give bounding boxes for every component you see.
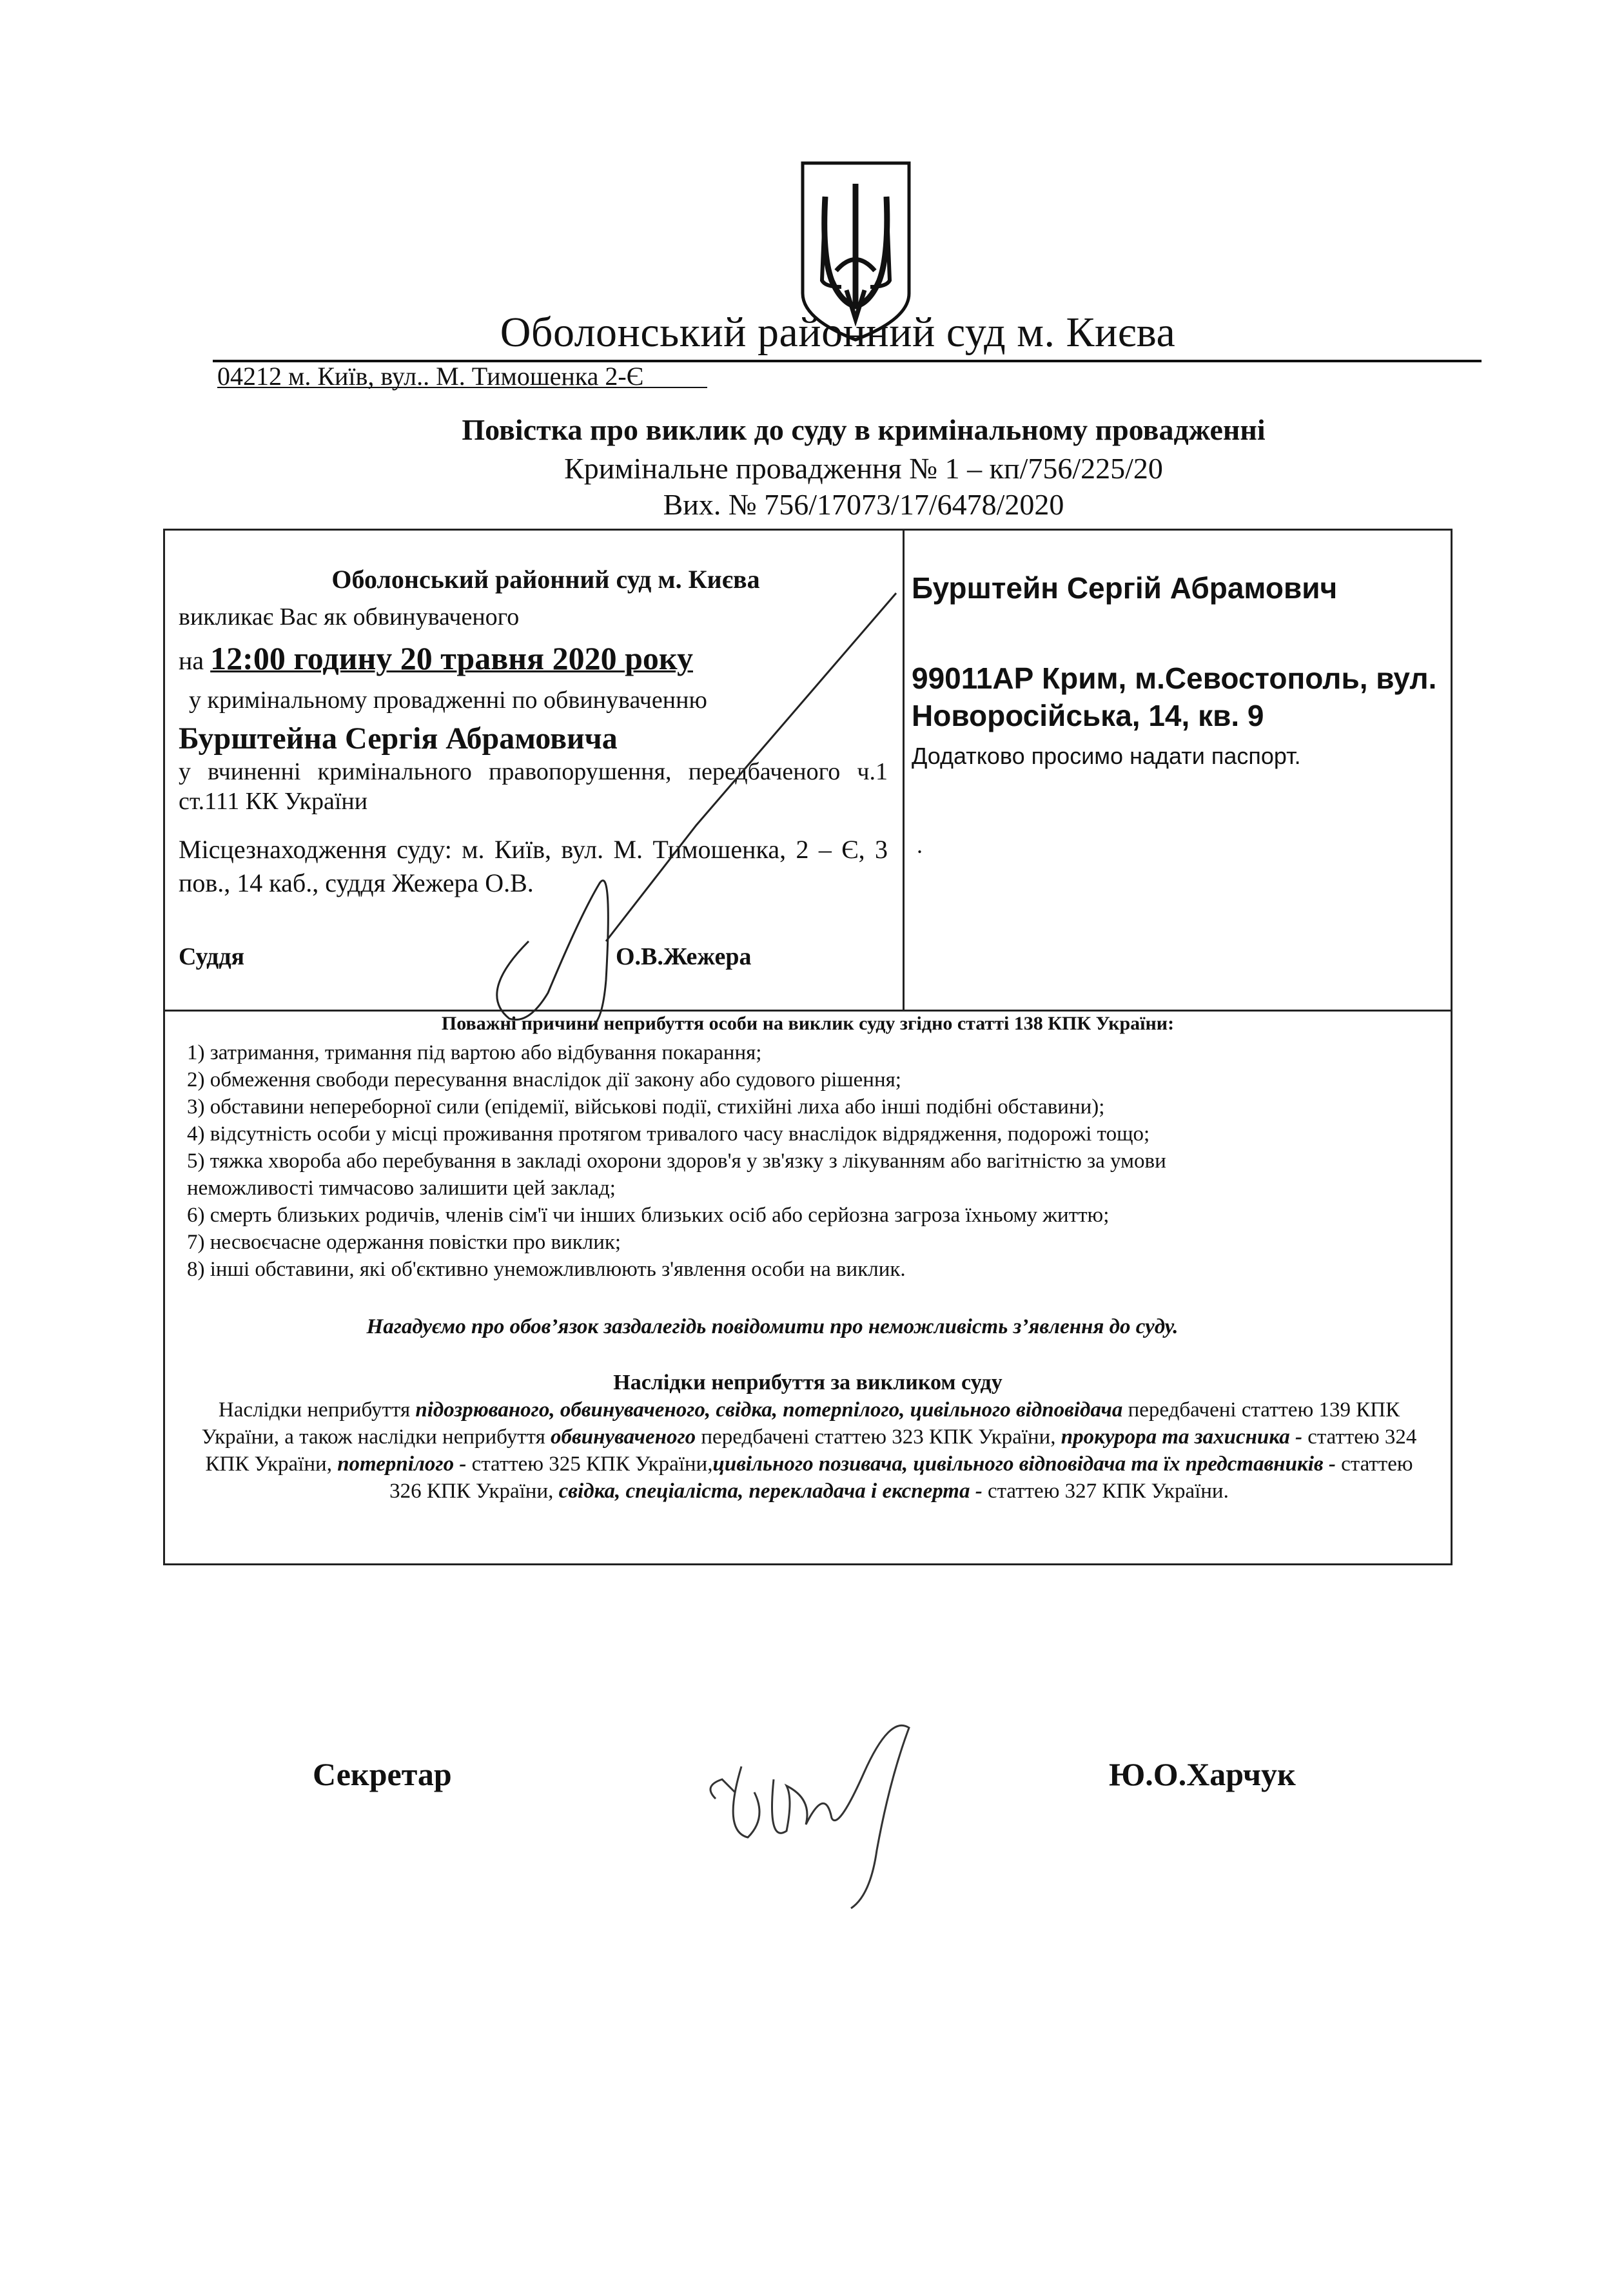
list-item: 8) інші обставини, які об'єктивно унеможливлюють з'явлення особи на виклик. — [187, 1258, 906, 1281]
proceeding-text: у кримінальному провадженні по обвинуваченню — [189, 687, 707, 714]
frame-divider-vertical — [903, 529, 905, 1010]
recipient-address: 99011АР Крим, м.Севостополь, вул. Новоросійська, 14, кв. 9 — [912, 661, 1437, 732]
court-address: 04212 м. Київ, вул.. М. Тимошенка 2-Є — [217, 362, 644, 391]
address-underline — [217, 387, 707, 388]
valid-reasons-list — [187, 1039, 1431, 1283]
summons-role: викликає Вас як обвинуваченого — [179, 603, 520, 631]
court-name-header: Оболонський районний суд м. Києва — [500, 309, 1176, 356]
notification-reminder: Нагадуємо про обов’язок заздалегідь повідомити про неможливість з’явлення до суду. — [366, 1315, 1179, 1338]
emphasis-segment: підозрюваного, обвинуваченого, свідка, потерпілого, цивільного відповідача — [415, 1398, 1123, 1422]
secretary-name: Ю.О.Харчук — [1109, 1756, 1296, 1792]
consequences-title: Наслідки неприбуття за викликом суду — [613, 1371, 1003, 1394]
secretary-signature-icon — [696, 1702, 941, 1915]
judge-label: Суддя — [179, 943, 245, 970]
valid-reasons-title: Поважні причини неприбуття особи на виклик суду згідно статті 138 КПК України: — [441, 1013, 1175, 1034]
stray-dot: . — [917, 832, 923, 858]
emphasis-segment: прокурора та захисника - — [1061, 1425, 1302, 1449]
judge-signature-icon — [451, 580, 903, 1032]
list-item: 3) обставини непереборної сили (епідемії, військові події, стихійні лиха або інші подібні обставини); — [187, 1095, 1105, 1119]
list-item: 6) смерть близьких родичів, членів сім'ї чи інших близьких осіб або серйозна загроза їхньому життю; — [187, 1204, 1110, 1227]
list-item: 2) обмеження свободи пересування внаслідок дії закону або судового рішення; — [187, 1068, 901, 1091]
text-segment: статтею 324 КПК України, — [205, 1425, 1417, 1476]
emphasis-segment: потерпілого - — [337, 1452, 467, 1476]
secretary-label: Секретар — [313, 1756, 452, 1792]
defendant-name: Бурштейна Сергія Абрамовича — [179, 721, 618, 756]
list-item: 1) затримання, тримання під вартою або відбування покарання; — [187, 1041, 762, 1064]
hearing-time-prefix: на — [179, 646, 211, 675]
list-item: неможливості тимчасово залишити цей заклад; — [187, 1177, 616, 1200]
emphasis-segment: цивільного позивача, цивільного відповідача та їх представників - — [712, 1452, 1336, 1476]
emphasis-segment: свідка, спеціаліста, перекладача і експерта - — [558, 1480, 983, 1503]
text-segment: передбачені статтею 323 КПК України, — [696, 1425, 1061, 1449]
list-item: 7) несвоєчасне одержання повістки про виклик; — [187, 1231, 621, 1254]
hearing-time-value: 12:00 годину 20 травня 2020 року — [210, 640, 693, 676]
list-item: 4) відсутність особи у місці проживання протягом тривалого часу внаслідок відрядження, подорожі тощо; — [187, 1122, 1150, 1146]
text-segment: передбачені статтею 139 КПК України, а також наслідки неприбуття — [201, 1398, 1400, 1449]
left-court-name: Оболонський районний суд м. Києва — [331, 565, 760, 594]
emphasis-segment: обвинуваченого — [551, 1425, 696, 1449]
text-segment: статтею 325 КПК України, — [466, 1452, 713, 1476]
outgoing-number: Вих. № 756/17073/17/6478/2020 — [663, 488, 1064, 521]
text-segment: статтею 327 КПК України. — [982, 1480, 1229, 1503]
recipient-name: Бурштейн Сергій Абрамович — [912, 571, 1338, 605]
case-number: Кримінальне провадження № 1 – кп/756/225/20 — [564, 452, 1163, 485]
offense-text: у вчиненні кримінального правопорушення, передбаченого ч.1 ст.111 КК України — [179, 758, 888, 815]
judge-name: О.В.Жежера — [616, 943, 752, 970]
document-title: Повістка про виклик до суду в кримінальному провадженні — [462, 413, 1266, 446]
text-segment: статтею 326 КПК України, — [389, 1452, 1413, 1503]
passport-note: Додатково просимо надати паспорт. — [912, 743, 1301, 769]
consequences-text — [193, 1396, 1425, 1505]
text-segment: Наслідки неприбуття — [218, 1398, 416, 1422]
list-item: 5) тяжка хвороба або перебування в закладі охорони здоров'я у зв'язку з лікуванням або вагітністю за умови — [187, 1149, 1166, 1173]
court-location: Місцезнаходження суду: м. Київ, вул. М. Тимошенка, 2 – Є, 3 пов., 14 каб., суддя Жежера О.В. — [179, 835, 888, 897]
